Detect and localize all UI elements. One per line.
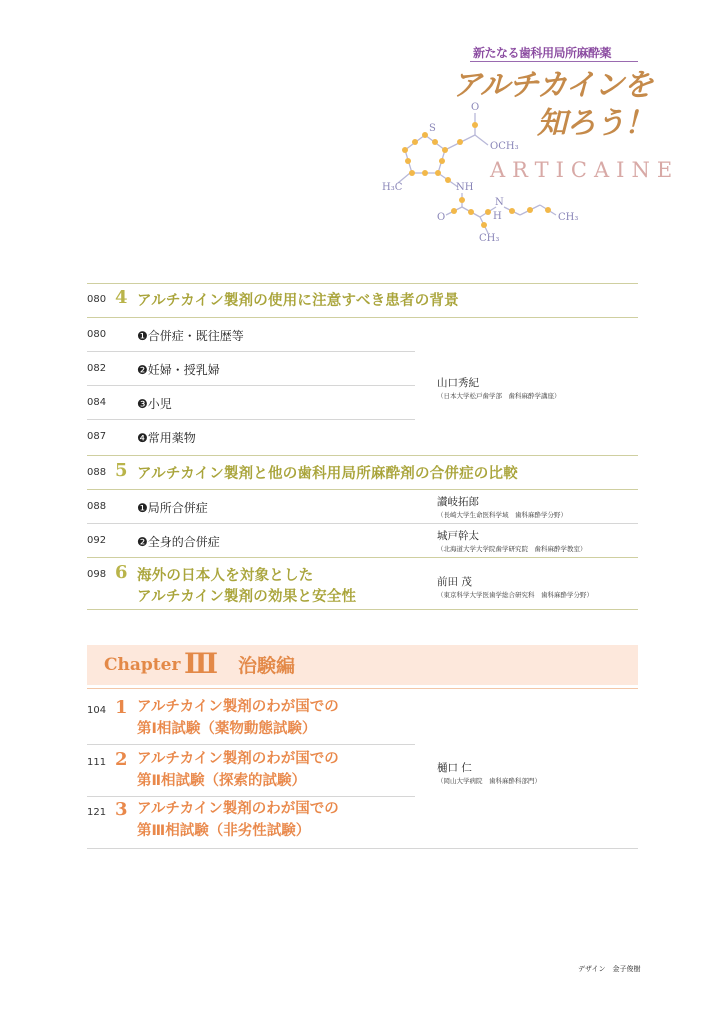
- page-number: 088: [87, 501, 107, 512]
- section-number: 1: [115, 697, 128, 718]
- divider: [87, 557, 638, 558]
- chem-label-och3: OCH₃: [490, 141, 519, 152]
- chem-label-o2: O: [437, 212, 446, 223]
- author-name: 讃岐拓郎: [437, 496, 479, 508]
- section-title-line2[interactable]: 第Ⅲ相試験（非劣性試験）: [137, 823, 311, 839]
- divider: [87, 351, 415, 352]
- section-title[interactable]: アルチカイン製剤と他の歯科用局所麻酔剤の合併症の比較: [137, 466, 518, 482]
- page-number: 111: [87, 757, 107, 768]
- page-number: 082: [87, 363, 107, 374]
- divider: [87, 796, 415, 797]
- section-title-line1[interactable]: アルチカイン製剤のわが国での: [137, 751, 339, 767]
- divider: [87, 523, 638, 524]
- toc-item[interactable]: ❶局所合併症: [137, 501, 208, 515]
- section-title-line2[interactable]: アルチカイン製剤の効果と安全性: [137, 589, 357, 605]
- divider: [87, 609, 638, 610]
- page-number: 092: [87, 535, 107, 546]
- divider: [87, 283, 638, 284]
- book-title-line1: アルチカインを: [452, 68, 653, 103]
- book-subtitle: 新たなる歯科用局所麻酔薬: [473, 46, 612, 60]
- author-affiliation: （北海道大学大学院歯学研究院 歯科麻酔学教室）: [437, 545, 587, 553]
- page-number: 098: [87, 569, 107, 580]
- toc-item[interactable]: ❷全身的合併症: [137, 535, 220, 549]
- page-number: 121: [87, 807, 107, 818]
- chem-label-n: N: [495, 197, 504, 208]
- section-title[interactable]: アルチカイン製剤の使用に注意すべき患者の背景: [137, 293, 459, 309]
- author-name: 城戸幹太: [437, 530, 479, 542]
- section-title-line1[interactable]: アルチカイン製剤のわが国での: [137, 699, 339, 715]
- author-name: 樋口 仁: [437, 762, 472, 774]
- design-credit: デザイン 金子俊樹: [578, 965, 641, 973]
- chapter-title[interactable]: 治験編: [238, 655, 296, 677]
- divider: [87, 419, 415, 420]
- book-title-line2: 知ろう！: [537, 106, 653, 141]
- toc-item[interactable]: ❹常用薬物: [137, 431, 196, 445]
- author-name: 前田 茂: [437, 576, 472, 588]
- section-title-line2[interactable]: 第Ⅱ相試験（探索的試験）: [137, 773, 307, 789]
- divider: [87, 848, 638, 849]
- page-number: 088: [87, 467, 107, 478]
- divider: [87, 744, 415, 745]
- toc-item[interactable]: ❷妊婦・授乳婦: [137, 363, 220, 377]
- section-number: 4: [115, 287, 128, 308]
- toc-item[interactable]: ❸小児: [137, 397, 172, 411]
- author-affiliation: （長崎大学生命医科学域 歯科麻酔学分野）: [437, 511, 567, 519]
- toc-item[interactable]: ❶合併症・既往歴等: [137, 329, 244, 343]
- author-name: 山口秀紀: [437, 377, 479, 389]
- articaine-wordmark: ARTICAINE: [490, 158, 680, 182]
- section-number: 3: [115, 799, 128, 820]
- section-number: 6: [115, 562, 128, 583]
- divider: [87, 317, 638, 318]
- page-number: 080: [87, 329, 107, 340]
- chem-label-o: O: [471, 102, 480, 113]
- section-number: 2: [115, 749, 128, 770]
- page-number: 080: [87, 294, 107, 305]
- chem-label-nh: NH: [456, 182, 474, 193]
- divider: [87, 455, 638, 456]
- author-affiliation: （岡山大学病院 歯科麻酔科部門）: [437, 777, 541, 785]
- section-title-line1[interactable]: アルチカイン製剤のわが国での: [137, 801, 339, 817]
- section-title-line1[interactable]: 海外の日本人を対象とした: [137, 568, 314, 584]
- chem-label-s: S: [429, 123, 436, 134]
- divider: [87, 385, 415, 386]
- chem-label-h3c: H₃C: [382, 182, 403, 193]
- chapter-label: Chapter: [104, 655, 181, 675]
- divider: [87, 489, 638, 490]
- author-affiliation: （日本大学松戸歯学部 歯科麻酔学講座）: [437, 392, 561, 400]
- section-title-line2[interactable]: 第Ⅰ相試験（薬物動態試験）: [137, 721, 317, 737]
- chem-label-h: H: [493, 211, 502, 222]
- page-number: 087: [87, 431, 107, 442]
- chapter-numeral: Ⅲ: [184, 647, 219, 680]
- divider: [87, 688, 638, 689]
- page-number: 104: [87, 705, 107, 716]
- author-affiliation: （東京科学大学医歯学総合研究科 歯科麻酔学分野）: [437, 591, 593, 599]
- chem-label-ch3b: CH₃: [558, 212, 579, 223]
- chem-label-ch3a: CH₃: [479, 233, 500, 244]
- page-number: 084: [87, 397, 107, 408]
- section-number: 5: [115, 460, 128, 481]
